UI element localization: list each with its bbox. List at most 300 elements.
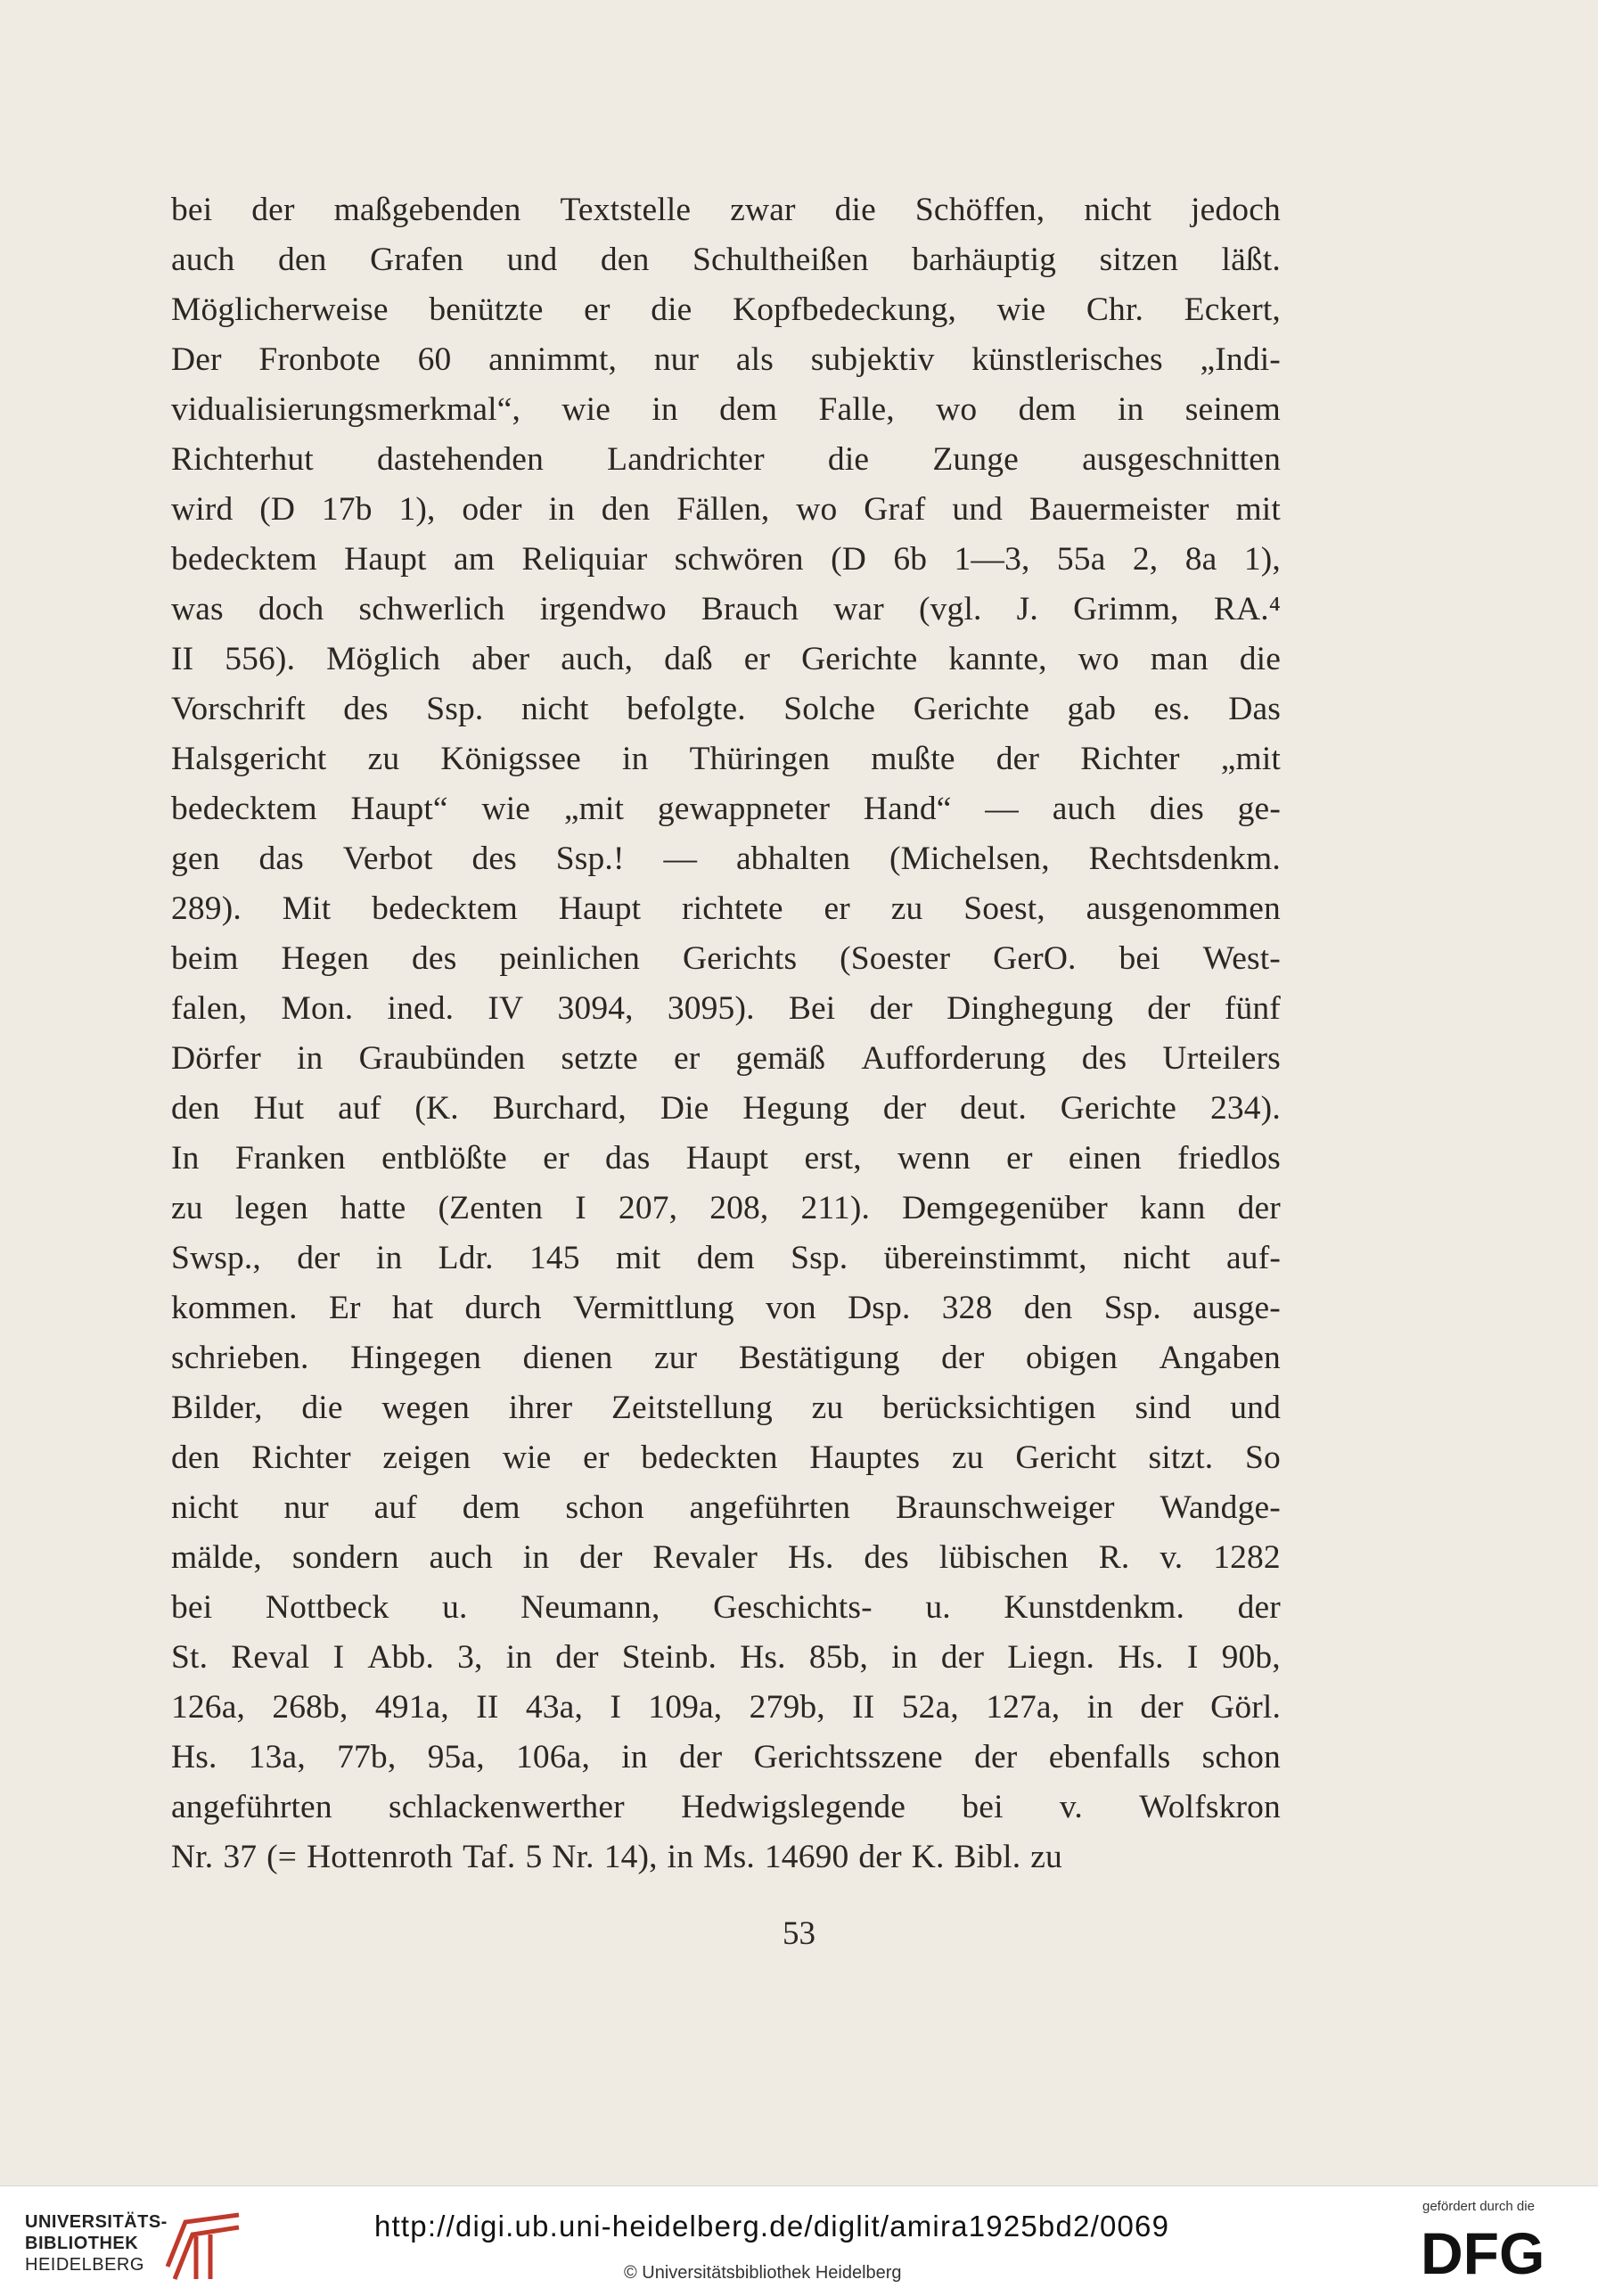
text-word: Gerichte xyxy=(913,691,1030,727)
text-word: (D xyxy=(831,541,866,578)
text-word: 1), xyxy=(398,491,436,528)
text-word: benützte xyxy=(429,291,544,328)
text-word: lübischen xyxy=(938,1539,1069,1576)
text-word: des xyxy=(471,840,517,877)
text-word: Fällen, xyxy=(676,491,770,528)
text-word: IV xyxy=(488,990,524,1027)
library-name-line3: HEIDELBERG xyxy=(25,2255,144,2275)
text-word: Hauptes xyxy=(809,1439,921,1476)
text-word: gen xyxy=(171,840,220,877)
text-word: — xyxy=(663,840,698,877)
text-word: in xyxy=(548,491,575,528)
text-word: wenn xyxy=(897,1140,971,1177)
text-word: befolgte. xyxy=(627,691,746,727)
text-word: hatte xyxy=(340,1190,406,1226)
text-word: in xyxy=(1086,1689,1114,1726)
text-word: Ssp. xyxy=(791,1240,848,1276)
text-word: bei xyxy=(171,1589,213,1626)
text-word: 43a, xyxy=(525,1689,583,1726)
text-word: Graf xyxy=(864,491,926,528)
text-word: den xyxy=(277,242,327,278)
text-line xyxy=(171,834,1281,884)
page-number: 53 xyxy=(783,1915,815,1952)
text-word: bedecktem xyxy=(171,541,317,578)
text-word: angeführten xyxy=(171,1789,332,1825)
library-logo[interactable] xyxy=(25,2204,257,2284)
text-word: dem xyxy=(696,1240,755,1276)
text-word: der xyxy=(974,1739,1018,1775)
text-word: Brauch xyxy=(701,591,799,627)
text-word: der xyxy=(1237,1190,1281,1226)
text-word: nur xyxy=(283,1489,329,1526)
text-word: zwar xyxy=(730,192,796,228)
text-word: 52a, xyxy=(901,1689,959,1726)
text-word: der xyxy=(882,1090,927,1127)
text-word: Chr. xyxy=(1086,291,1144,328)
text-word: v. xyxy=(1059,1789,1083,1825)
text-word: Franken xyxy=(234,1140,346,1177)
text-word: West- xyxy=(1202,940,1281,977)
text-word: jedoch xyxy=(1191,192,1281,228)
text-word: I xyxy=(332,1639,345,1676)
copyright-notice: © Universitätsbibliothek Heidelberg xyxy=(624,2263,902,2283)
text-word: Nottbeck xyxy=(265,1589,389,1626)
text-word: Angaben xyxy=(1159,1340,1281,1376)
text-word: wo xyxy=(796,491,838,528)
text-word: zu xyxy=(1030,1839,1062,1875)
text-word: Gericht xyxy=(1015,1439,1117,1476)
text-word: 1), xyxy=(1243,541,1281,578)
text-word: — xyxy=(985,791,1019,827)
text-word: Ssp.! xyxy=(555,840,625,877)
text-word: und xyxy=(952,491,1004,528)
text-word: nicht xyxy=(1122,1240,1191,1276)
text-word: seinem xyxy=(1184,391,1281,428)
text-line xyxy=(171,485,1281,535)
text-word: der xyxy=(555,1639,599,1676)
text-word: dem xyxy=(1018,391,1077,428)
text-word: in xyxy=(1117,391,1144,428)
text-word: 13a, xyxy=(248,1739,306,1775)
text-word: Verbot xyxy=(342,840,433,877)
text-line xyxy=(171,884,1281,934)
text-word: Vorschrift xyxy=(171,691,306,727)
text-word: in xyxy=(375,1240,403,1276)
text-word: oder xyxy=(462,491,522,528)
text-word: Möglicherweise xyxy=(171,291,389,328)
text-word: Gerichte xyxy=(801,641,918,677)
text-word: doch xyxy=(258,591,324,627)
text-word: fünf xyxy=(1224,990,1281,1027)
text-word: Hs. xyxy=(1118,1639,1164,1676)
text-word: und xyxy=(506,242,558,278)
text-line xyxy=(171,435,1281,485)
text-word: der xyxy=(941,1340,985,1376)
text-word: Der xyxy=(171,341,222,378)
text-word: Kunstdenkm. xyxy=(1004,1589,1185,1626)
text-word: nicht xyxy=(520,691,589,727)
text-word: Hs. xyxy=(740,1639,786,1676)
text-word: er xyxy=(743,641,771,677)
text-word: Hedwigslegende xyxy=(681,1789,906,1825)
text-word: zu xyxy=(890,890,923,927)
text-word: (= xyxy=(266,1839,298,1875)
text-word: nicht xyxy=(171,1489,239,1526)
text-word: J. xyxy=(1016,591,1038,627)
text-word: in xyxy=(651,391,678,428)
text-word: 14690 xyxy=(764,1839,849,1875)
text-word: Die xyxy=(660,1090,709,1127)
text-line xyxy=(171,1833,1281,1882)
text-word: Ssp. xyxy=(1103,1290,1161,1326)
text-word: Geschichts- xyxy=(713,1589,873,1626)
text-word: zu xyxy=(811,1390,844,1426)
text-word: es. xyxy=(1153,691,1191,727)
text-word: Fronbote xyxy=(258,341,381,378)
text-word: mit xyxy=(1235,491,1281,528)
text-line xyxy=(171,934,1281,984)
text-line xyxy=(171,1733,1281,1783)
text-word: schrieben. xyxy=(171,1340,309,1376)
text-word: Aufforderung xyxy=(861,1040,1046,1077)
text-line xyxy=(171,1483,1281,1533)
text-word: den xyxy=(601,491,651,528)
text-word: Eckert, xyxy=(1184,291,1281,328)
viewer-footer xyxy=(0,2185,1598,2296)
text-word: obigen xyxy=(1026,1340,1118,1376)
text-word: hat xyxy=(391,1290,434,1326)
text-word: als xyxy=(735,341,774,378)
text-word: Taf. xyxy=(463,1839,516,1875)
text-word: 60 xyxy=(417,341,452,378)
text-word: Ldr. xyxy=(438,1240,494,1276)
text-word: Hs. xyxy=(171,1739,217,1775)
text-word: schon xyxy=(1201,1739,1281,1775)
text-line xyxy=(171,1433,1281,1483)
text-word: Dsp. xyxy=(848,1290,911,1326)
text-word: dastehenden xyxy=(376,441,544,478)
text-word: schlackenwerther xyxy=(389,1789,625,1825)
text-word: man xyxy=(1150,641,1209,677)
text-word: 3095). xyxy=(667,990,755,1027)
library-name xyxy=(25,2211,168,2276)
text-word: I xyxy=(610,1689,621,1726)
text-word: den xyxy=(171,1090,220,1127)
text-word: mußte xyxy=(871,741,955,777)
text-word: einen xyxy=(1068,1140,1142,1177)
text-word: Wolfskron xyxy=(1139,1789,1281,1825)
text-word: auch xyxy=(171,242,235,278)
text-word: wie xyxy=(502,1439,552,1476)
text-word: Grafen xyxy=(370,242,464,278)
text-word: des xyxy=(864,1539,909,1576)
text-word: künstlerisches xyxy=(971,341,1163,378)
text-word: das xyxy=(605,1140,651,1177)
text-word: GerO. xyxy=(993,940,1077,977)
text-word: Hegung xyxy=(742,1090,850,1127)
text-word: ihrer xyxy=(508,1390,573,1426)
text-word: übereinstimmt, xyxy=(883,1240,1087,1276)
text-word: Bei xyxy=(788,990,836,1027)
text-word: mälde, xyxy=(171,1539,262,1576)
text-word: ausgeschnitten xyxy=(1082,441,1281,478)
text-line xyxy=(171,335,1281,385)
text-word: Hottenroth xyxy=(307,1839,454,1875)
text-word: nur xyxy=(653,341,700,378)
text-line xyxy=(171,235,1281,285)
text-line xyxy=(171,635,1281,685)
text-word: St. xyxy=(171,1639,209,1676)
text-word: der xyxy=(1147,990,1191,1027)
text-word: Falle, xyxy=(818,391,895,428)
text-word: Vermittlung xyxy=(572,1290,734,1326)
text-word: der xyxy=(678,1739,723,1775)
library-name-line2: BIBLIOTHEK xyxy=(25,2234,139,2253)
text-word: die xyxy=(651,291,692,328)
text-word: in xyxy=(891,1639,918,1676)
text-word: dies xyxy=(1149,791,1204,827)
text-word: setzte xyxy=(561,1040,638,1077)
text-word: irgendwo xyxy=(539,591,667,627)
text-word: sitzt. xyxy=(1148,1439,1214,1476)
text-word: Gerichts xyxy=(683,940,798,977)
text-word: 95a, xyxy=(427,1739,485,1775)
text-word: Hut xyxy=(253,1090,305,1127)
text-word: angeführten xyxy=(689,1489,851,1526)
text-word: Haupt“ xyxy=(350,791,448,827)
text-line xyxy=(171,1234,1281,1283)
text-word: Steinb. xyxy=(621,1639,717,1676)
text-word: 109a, xyxy=(648,1689,723,1726)
text-word: 289). xyxy=(171,890,242,927)
text-word: Braunschweiger xyxy=(895,1489,1115,1526)
text-word: So xyxy=(1245,1439,1281,1476)
text-word: Revaler xyxy=(652,1539,758,1576)
text-word: gab xyxy=(1067,691,1117,727)
text-word: 328 xyxy=(941,1290,993,1326)
text-word: 77b, xyxy=(337,1739,397,1775)
text-line xyxy=(171,185,1281,235)
text-line xyxy=(171,1383,1281,1433)
text-word: In xyxy=(171,1140,200,1177)
text-word: von xyxy=(766,1290,816,1326)
text-word: durch xyxy=(464,1290,542,1326)
text-word: Soest, xyxy=(963,890,1045,927)
text-word: Hand“ xyxy=(863,791,952,827)
text-word: Mit xyxy=(282,890,332,927)
text-word: Abb. xyxy=(367,1639,434,1676)
text-word: den xyxy=(171,1439,220,1476)
text-word: u. xyxy=(925,1589,951,1626)
text-line xyxy=(171,385,1281,435)
funding-label: gefördert durch die xyxy=(1422,2199,1535,2214)
text-line xyxy=(171,784,1281,834)
text-word: richtete xyxy=(682,890,783,927)
text-word: sind xyxy=(1135,1390,1192,1426)
text-word: Gerichtsszene xyxy=(753,1739,943,1775)
text-word: „Indi- xyxy=(1200,341,1281,378)
text-word: Bestätigung xyxy=(738,1340,900,1376)
text-word: des xyxy=(1081,1040,1127,1077)
text-word: „mit xyxy=(1220,741,1281,777)
dfg-logo[interactable] xyxy=(1421,2224,1574,2281)
text-word: daß xyxy=(664,641,713,677)
dfg-logo-text: DFG xyxy=(1421,2224,1545,2281)
text-word: 55a xyxy=(1056,541,1106,578)
text-word: aber xyxy=(471,641,530,677)
text-word: 106a, xyxy=(515,1739,591,1775)
text-word: Zunge xyxy=(932,441,1019,478)
text-word: RA.⁴ xyxy=(1213,591,1281,627)
text-word: ined. xyxy=(387,990,455,1027)
text-word: 279b, xyxy=(749,1689,825,1726)
text-word: Das xyxy=(1228,691,1281,727)
text-line xyxy=(171,1783,1281,1833)
text-word: Schultheißen xyxy=(692,242,869,278)
text-word: 491a, xyxy=(374,1689,449,1726)
text-word: bedeckten xyxy=(641,1439,778,1476)
text-word: „mit xyxy=(563,791,625,827)
text-word: bei xyxy=(171,192,213,228)
text-word: in xyxy=(622,741,649,777)
body-text xyxy=(171,185,1281,1882)
text-word: Graubünden xyxy=(358,1040,526,1077)
text-line xyxy=(171,685,1281,734)
text-word: Gerichte xyxy=(1060,1090,1177,1127)
text-word: Nr. xyxy=(171,1839,214,1875)
text-word: subjektiv xyxy=(810,341,935,378)
text-word: 145 xyxy=(529,1240,580,1276)
text-word: Textstelle xyxy=(560,192,692,228)
text-word: wie xyxy=(481,791,531,827)
text-word: bei xyxy=(962,1789,1004,1825)
text-word: 8a xyxy=(1184,541,1217,578)
text-word: er xyxy=(583,1439,610,1476)
text-word: wegen xyxy=(381,1390,470,1426)
text-word: der xyxy=(251,192,295,228)
text-word: läßt. xyxy=(1221,242,1281,278)
text-word: den xyxy=(600,242,650,278)
text-word: (Michelsen, xyxy=(889,840,1050,877)
text-word: Halsgericht xyxy=(171,741,327,777)
permalink-url[interactable]: http://digi.ub.uni-heidelberg.de/diglit/amira1925bd2/0069 xyxy=(374,2210,1170,2243)
text-word: Grimm, xyxy=(1073,591,1179,627)
text-word: Richter xyxy=(1080,741,1180,777)
text-word: 3094, xyxy=(557,990,634,1027)
text-word: gewappneter xyxy=(657,791,831,827)
text-word: der xyxy=(297,1240,340,1276)
text-word: die xyxy=(1239,641,1281,677)
text-word: 126a, xyxy=(171,1689,246,1726)
text-word: schwerlich xyxy=(358,591,505,627)
text-line xyxy=(171,1283,1281,1333)
text-word: Solche xyxy=(783,691,876,727)
text-word: II xyxy=(852,1689,875,1726)
text-word: Dörfer xyxy=(171,1040,261,1077)
text-word: Ssp. xyxy=(426,691,484,727)
text-word: annimmt, xyxy=(488,341,618,378)
text-word: Richterhut xyxy=(171,441,314,478)
text-word: Hingegen xyxy=(350,1340,482,1376)
text-line xyxy=(171,1184,1281,1234)
text-word: entblößte xyxy=(381,1140,507,1177)
text-word: zu xyxy=(951,1439,984,1476)
text-line xyxy=(171,1633,1281,1683)
text-word: Rechtsdenkm. xyxy=(1088,840,1281,877)
text-word: die xyxy=(827,441,870,478)
text-word: 207, xyxy=(618,1190,678,1226)
text-word: zu xyxy=(171,1190,203,1226)
text-word: Zeitstellung xyxy=(611,1390,773,1426)
text-word: Hegen xyxy=(281,940,370,977)
text-word: in xyxy=(667,1839,694,1875)
text-word: Reval xyxy=(231,1639,310,1676)
text-word: schwören xyxy=(674,541,804,578)
text-word: wie xyxy=(996,291,1046,328)
text-word: Görl. xyxy=(1210,1689,1281,1726)
library-name-line1: UNIVERSITÄTS- xyxy=(25,2212,168,2232)
text-word: Demgegenüber xyxy=(902,1190,1108,1226)
text-word: 90b, xyxy=(1221,1639,1281,1676)
text-line xyxy=(171,1134,1281,1184)
text-line xyxy=(171,285,1281,335)
text-word: er xyxy=(824,890,850,927)
text-word: der xyxy=(1237,1589,1281,1626)
text-word: der xyxy=(858,1839,902,1875)
text-word: wo xyxy=(1078,641,1119,677)
text-word: 3, xyxy=(457,1639,483,1676)
text-word: 17b xyxy=(321,491,373,528)
text-word: Haupt xyxy=(344,541,427,578)
text-line xyxy=(171,585,1281,635)
text-word: Bauermeister xyxy=(1028,491,1209,528)
text-word: der xyxy=(869,990,913,1027)
text-word: und xyxy=(1230,1390,1281,1426)
text-word: 6b xyxy=(893,541,928,578)
text-word: zur xyxy=(653,1340,698,1376)
text-word: sondern xyxy=(291,1539,399,1576)
text-word: der xyxy=(1140,1689,1184,1726)
text-word: beim xyxy=(171,940,239,977)
text-word: er xyxy=(673,1040,701,1077)
text-word: 2, xyxy=(1132,541,1159,578)
text-word: (Zenten xyxy=(438,1190,544,1226)
text-word: Ms. xyxy=(703,1839,755,1875)
text-word: I xyxy=(1186,1639,1199,1676)
text-word: deut. xyxy=(960,1090,1027,1127)
text-line xyxy=(171,1333,1281,1383)
text-word: am xyxy=(453,541,496,578)
text-word: Nr. xyxy=(552,1839,594,1875)
text-word: kann xyxy=(1140,1190,1206,1226)
text-word: (vgl. xyxy=(919,591,982,627)
text-word: des xyxy=(412,940,457,977)
text-word: ausge- xyxy=(1192,1290,1281,1326)
text-word: Urteilers xyxy=(1162,1040,1281,1077)
text-word: 268b, xyxy=(272,1689,348,1726)
text-word: in xyxy=(296,1040,324,1077)
text-word: in xyxy=(505,1639,533,1676)
text-word: bedecktem xyxy=(372,890,518,927)
text-word: auf- xyxy=(1226,1240,1281,1276)
text-word: er xyxy=(543,1140,570,1177)
text-word: u. xyxy=(442,1589,468,1626)
text-word: II xyxy=(171,641,194,677)
text-word: Liegn. xyxy=(1007,1639,1095,1676)
text-word: dem xyxy=(719,391,778,428)
text-word: bedecktem xyxy=(171,791,317,827)
text-word: R. xyxy=(1098,1539,1130,1576)
